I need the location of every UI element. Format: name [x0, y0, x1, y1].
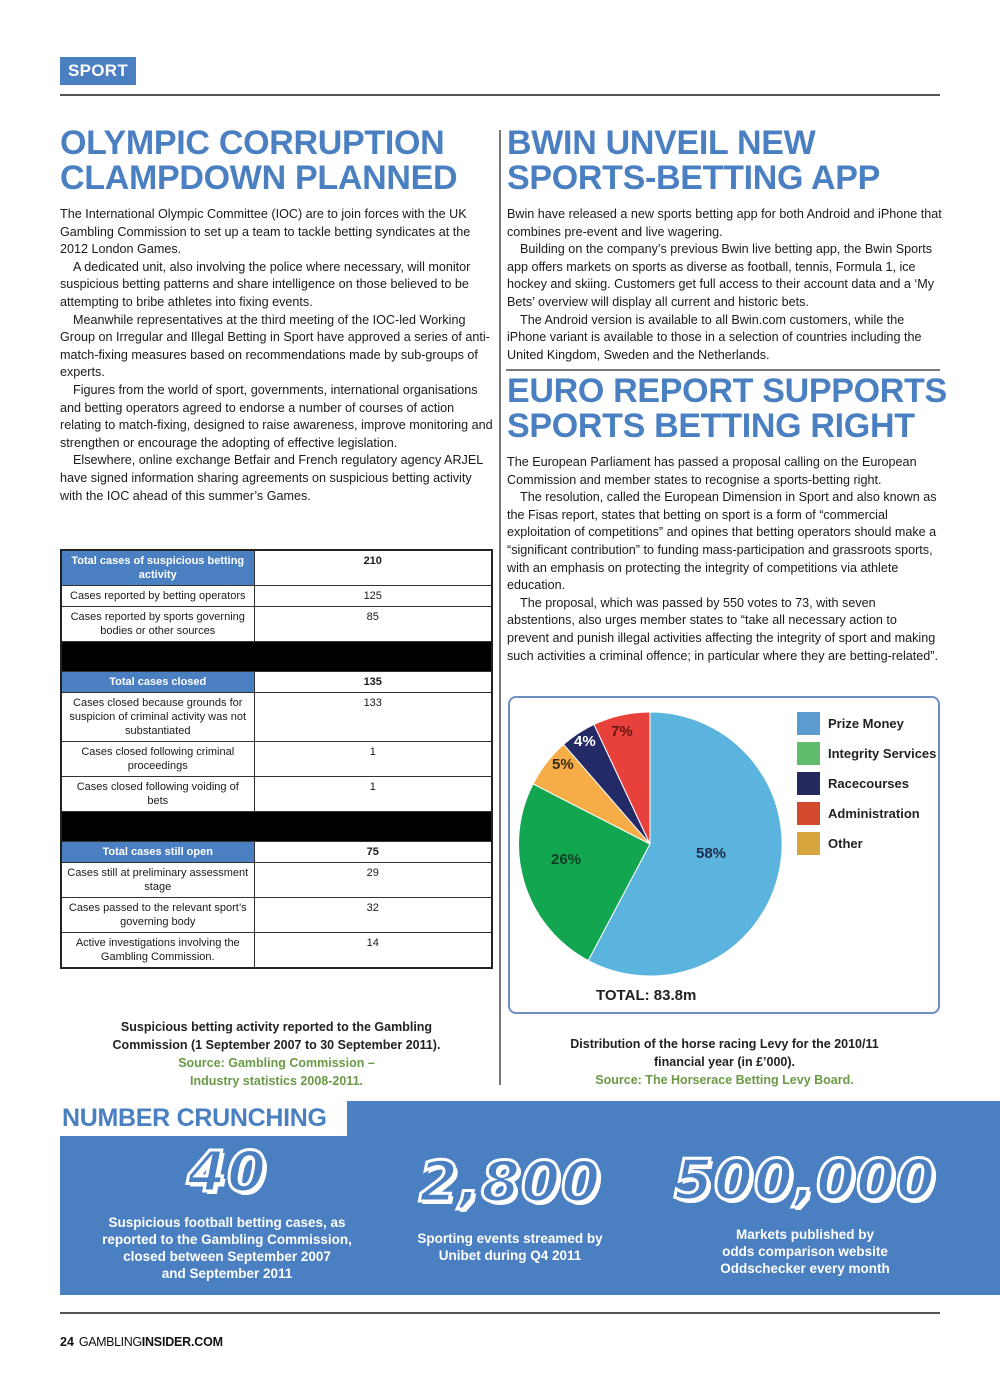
- legend-swatch: [797, 742, 820, 765]
- legend-label: Administration: [828, 805, 920, 821]
- caption-source: Industry statistics 2008-2011.: [189, 1074, 363, 1088]
- article1-body: [60, 206, 494, 505]
- pie-label-administration: 7%: [611, 723, 633, 740]
- table-cell-label: Cases closed because grounds for suspicion of criminal activity was not substantiated: [61, 693, 254, 742]
- pie-label-racecourses: 4%: [574, 733, 596, 750]
- table-row: [61, 842, 492, 863]
- legend-swatch: [797, 712, 820, 735]
- caption-source: Source: The Horserace Betting Levy Board.: [595, 1073, 854, 1087]
- legend-swatch: [797, 772, 820, 795]
- paragraph: The European Parliament has passed a proposal calling on the European Commission and member states to recognise a sports-betting right.: [507, 455, 917, 487]
- site-name-bold: INSIDER.COM: [141, 1335, 223, 1349]
- article2-headline: [507, 126, 880, 196]
- table-header-value: 135: [254, 672, 492, 693]
- legend-item: [797, 738, 936, 768]
- table-cell-label: Cases reported by sports governing bodies or other sources: [61, 607, 254, 642]
- article3-body: [507, 454, 942, 665]
- table-row: [61, 693, 492, 742]
- table-cell-value: 14: [254, 933, 492, 969]
- stat-item: [385, 1152, 635, 1264]
- legend-swatch: [797, 802, 820, 825]
- table-cell-value: 125: [254, 586, 492, 607]
- levy-pie-chart: [508, 696, 940, 1014]
- paragraph: The International Olympic Committee (IOC) are to join forces with the UK Gambling Commission to set up a team to tackle betting syndicates at the 2012 London Games.: [60, 207, 471, 257]
- pie-label-other: 5%: [552, 756, 574, 773]
- table-cell-label: Cases closed following criminal proceedings: [61, 742, 254, 777]
- table-row: [61, 607, 492, 642]
- table-row: [61, 777, 492, 812]
- paragraph: The proposal, which was passed by 550 votes to 73, with seven abstentions, also urges member states to “take all necessary action to prevent and punish illegal activities affecting the integrity of sport and making such activities a criminal offence; in particular where they are betting-related”.: [507, 595, 938, 663]
- legend-item: [797, 768, 936, 798]
- table-cell-value: 29: [254, 863, 492, 898]
- table-caption: [60, 1018, 493, 1090]
- table-cell-label: Cases reported by betting operators: [61, 586, 254, 607]
- column-divider: [499, 130, 501, 1085]
- caption-line: Suspicious betting activity reported to the Gambling: [120, 1020, 433, 1034]
- table-row: [61, 550, 492, 586]
- table-header-value: 210: [254, 550, 492, 586]
- headline-line: OLYMPIC CORRUPTION: [60, 124, 445, 162]
- site-name-light: GAMBLING: [78, 1335, 142, 1349]
- paragraph: The resolution, called the European Dimension in Sport and also known as the Fisas report, states that betting on sport is a form of “commercial exploitation of competitions” and opines that betting operators should make a “significant contribution” to funding mass-participation and grassroots sports, with an emphasis on protecting the integrity of competitions via athlete education.: [507, 490, 937, 593]
- table-header-label: Total cases closed: [61, 672, 254, 693]
- legend-item: [797, 708, 936, 738]
- table-cell-label: Cases closed following voiding of bets: [61, 777, 254, 812]
- table-cell-value: 85: [254, 607, 492, 642]
- number-crunching-title: NUMBER CRUNCHING: [62, 1104, 327, 1132]
- chart-legend: [797, 708, 936, 858]
- stat-description: Sporting events streamed by Unibet during Q4 2011: [417, 1231, 603, 1263]
- headline-line: CLAMPDOWN PLANNED: [60, 159, 458, 197]
- legend-label: Other: [828, 835, 863, 851]
- table-cell-label: Cases passed to the relevant sport’s governing body: [61, 898, 254, 933]
- table-cell-value: 1: [254, 742, 492, 777]
- stat-item: [650, 1150, 960, 1277]
- caption-line: Commission (1 September 2007 to 30 September 2011).: [112, 1038, 441, 1052]
- headline-line: BWIN UNVEIL NEW: [507, 124, 816, 162]
- headline-line: SPORTS-BETTING APP: [507, 159, 881, 197]
- bottom-divider: [60, 1312, 940, 1314]
- legend-item: [797, 828, 936, 858]
- paragraph: Building on the company’s previous Bwin live betting app, the Bwin Sports app offers markets on sports as diverse as football, tennis, Formula 1, ice hockey and skiing. Customers get full access to their account data and a ‘My Bets’ overview will display all current and historic bets.: [507, 242, 935, 309]
- page-number: 24: [60, 1335, 74, 1349]
- table-row: [61, 672, 492, 693]
- chart-total: TOTAL: 83.8m: [596, 987, 697, 1004]
- stat-item: [82, 1142, 372, 1282]
- table-cell-label: Active investigations involving the Gambling Commission.: [61, 933, 254, 969]
- stat-number: 40: [187, 1140, 267, 1205]
- pie-label-prize-money: 58%: [696, 845, 727, 862]
- headline-line: SPORTS BETTING RIGHT: [507, 407, 915, 445]
- stat-number: 500,000: [673, 1148, 937, 1213]
- legend-label: Integrity Services: [828, 745, 937, 761]
- article3-headline: [507, 374, 947, 444]
- paragraph: Figures from the world of sport, governments, international organisations and betting operators agreed to endorse a number of courses of action relating to match-fixing, designed to raise awareness, improve monitoring and strengthen or encourage the adopting of effective legislation.: [60, 382, 493, 450]
- caption-line: Distribution of the horse racing Levy for the 2010/11: [570, 1037, 879, 1051]
- stat-description: Markets published by odds comparison website Oddschecker every month: [720, 1227, 890, 1276]
- headline-line: EURO REPORT SUPPORTS: [507, 372, 947, 410]
- table-row: [61, 742, 492, 777]
- stat-number: 2,800: [418, 1150, 602, 1215]
- table-row: [61, 933, 492, 969]
- paragraph: The Android version is available to all Bwin.com customers, while the iPhone variant is available to those in a selection of countries including the United Kingdom, Sweden and the Netherlands.: [507, 312, 922, 362]
- table-separator: [61, 812, 492, 842]
- pie-label-integrity: 26%: [551, 851, 582, 868]
- stat-description: Suspicious football betting cases, as reported to the Gambling Commission, closed between September 2007 and September 2011: [102, 1215, 352, 1281]
- legend-swatch: [797, 832, 820, 855]
- article1-headline: [60, 126, 457, 196]
- top-divider: [60, 94, 940, 96]
- paragraph: Meanwhile representatives at the third meeting of the IOC-led Working Group on Irregular and Illegal Betting in Sport have approved a series of anti-match-fixing measures based on recommendations made by sub-groups of experts.: [60, 312, 490, 380]
- table-row: [61, 898, 492, 933]
- legend-label: Racecourses: [828, 775, 909, 791]
- article-divider: [506, 369, 940, 371]
- table-cell-value: 1: [254, 777, 492, 812]
- table-header-value: 75: [254, 842, 492, 863]
- table-row: [61, 586, 492, 607]
- legend-item: [797, 798, 936, 828]
- paragraph: A dedicated unit, also involving the police where necessary, will monitor suspicious betting patterns and share intelligence on those believed to be attempting to bribe athletes into fixing events.: [60, 259, 471, 309]
- chart-caption: [507, 1035, 942, 1089]
- caption-source: Source: Gambling Commission –: [178, 1056, 375, 1070]
- table-row: [61, 863, 492, 898]
- paragraph: Elsewhere, online exchange Betfair and French regulatory agency ARJEL have signed information sharing agreements on suspicious betting activity with the IOC ahead of this summer’s Games.: [60, 453, 483, 503]
- section-tag: SPORT: [60, 57, 136, 85]
- table-separator: [61, 642, 492, 672]
- table-header-label: Total cases still open: [61, 842, 254, 863]
- paragraph: Bwin have released a new sports betting app for both Android and iPhone that combines pre-event and live wagering.: [507, 207, 942, 239]
- legend-label: Prize Money: [828, 715, 904, 731]
- page-footer: [60, 1335, 223, 1349]
- table-cell-value: 133: [254, 693, 492, 742]
- caption-line: financial year (in £’000).: [653, 1055, 796, 1069]
- suspicious-betting-table: [60, 549, 493, 969]
- table-cell-value: 32: [254, 898, 492, 933]
- table-cell-label: Cases still at preliminary assessment stage: [61, 863, 254, 898]
- table-header-label: Total cases of suspicious betting activity: [61, 550, 254, 586]
- article2-body: [507, 206, 942, 364]
